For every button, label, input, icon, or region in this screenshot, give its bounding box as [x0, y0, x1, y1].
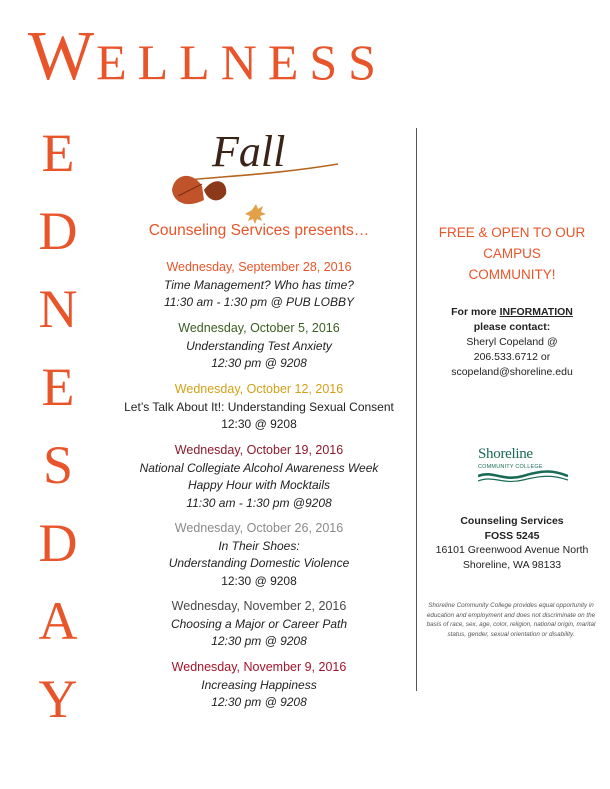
event-detail: 12:30 pm @ 9208: [211, 695, 307, 709]
contact-heading: [424, 305, 600, 320]
contact-heading-2: please contact:: [473, 321, 551, 333]
event-detail: Increasing Happiness: [201, 677, 317, 692]
column-divider: [416, 128, 417, 691]
event-date: Wednesday, October 26, 2016: [174, 521, 344, 535]
event-date: Wednesday, September 28, 2016: [166, 260, 352, 274]
free-line-1: FREE & OPEN TO OUR: [438, 225, 586, 240]
free-line-2: CAMPUS: [483, 246, 541, 261]
event-date: Wednesday, October 12, 2016: [174, 382, 344, 396]
leaf-icon-2: [204, 181, 226, 200]
event-detail: Happy Hour with Mocktails: [187, 478, 331, 492]
event-item: [98, 442, 420, 512]
vertical-letter: Y: [38, 669, 78, 729]
event-detail: 11:30 am - 1:30 pm @9208: [186, 495, 332, 510]
information-word: INFORMATION: [499, 306, 573, 318]
address-line-1: 16101 Greenwood Avenue North: [435, 544, 589, 556]
free-line-3: COMMUNITY!: [468, 267, 556, 282]
vertical-letter: E: [41, 357, 75, 417]
maple-leaf-icon: [245, 204, 266, 224]
event-item: [98, 381, 420, 434]
event-detail: 12:30 pm @ 9208: [211, 634, 307, 648]
event-detail: Understanding Domestic Violence: [168, 556, 350, 570]
event-item: [98, 659, 420, 712]
contact-line-name: Sheryl Copeland @: [466, 336, 558, 348]
event-detail: 12:30 @ 9208: [221, 417, 297, 431]
contact-line-email[interactable]: scopeland@shoreline.edu: [451, 366, 573, 378]
office-room: FOSS 5245: [484, 529, 540, 542]
shoreline-logo-name: Shoreline: [478, 446, 533, 462]
shoreline-logo-sub: COMMUNITY COLLEGE: [478, 464, 543, 470]
presents-heading: Counseling Services presents…: [148, 222, 370, 239]
vertical-letter: D: [38, 201, 78, 261]
vertical-letter: E: [41, 123, 75, 183]
contact-line-phone: 206.533.6712 or: [473, 351, 551, 363]
event-detail: Understanding Test Anxiety: [186, 338, 332, 353]
title-wellness: [28, 18, 387, 95]
event-detail: 12:30 pm @ 9208: [211, 356, 307, 370]
event-item: [98, 598, 420, 651]
event-detail: National Collegiate Alcohol Awareness Week: [139, 460, 379, 475]
vertical-letter: S: [42, 435, 74, 495]
fall-word: Fall: [212, 127, 286, 176]
event-detail: Time Management? Who has time?: [164, 277, 354, 292]
contact-info: [424, 305, 600, 380]
fall-logo: [168, 118, 358, 228]
leaf-icon: [172, 176, 204, 204]
free-open-notice: [424, 222, 600, 285]
event-detail: Let’s Talk About It!: Understanding Sexual Consent: [124, 399, 394, 414]
contact-prefix: For more: [451, 306, 500, 318]
event-detail: Choosing a Major or Career Path: [170, 616, 348, 631]
address-line-2: Shoreline, WA 98133: [462, 558, 562, 571]
event-detail: In Their Shoes:: [218, 538, 300, 553]
event-item: [98, 320, 420, 373]
vertical-letter: A: [38, 591, 78, 651]
equal-opportunity-disclaimer: Shoreline Community College provides equal opportunity in education and employment and does not discriminate on the basis of race, sex, age, color, religion, national origin, marital status, gender, sexual orientation or disability.: [426, 602, 596, 638]
event-date: Wednesday, October 5, 2016: [178, 321, 340, 335]
event-date: Wednesday, November 9, 2016: [171, 660, 347, 674]
event-item: [98, 520, 420, 590]
event-date: Wednesday, October 19, 2016: [174, 443, 344, 457]
vertical-letter: N: [38, 279, 78, 339]
office-name: Counseling Services: [460, 515, 564, 527]
wave-icon: [478, 470, 568, 484]
event-item: [98, 259, 420, 312]
office-address: [424, 514, 600, 572]
event-detail: 12:30 @ 9208: [221, 573, 297, 588]
shoreline-college-logo: [478, 446, 568, 488]
title-rest: ELLNESS: [96, 34, 387, 90]
event-date: Wednesday, November 2, 2016: [171, 599, 347, 613]
event-detail: 11:30 am - 1:30 pm @ PUB LOBBY: [163, 295, 355, 309]
title-first-letter: W: [28, 18, 95, 95]
vertical-letter: D: [38, 513, 78, 573]
